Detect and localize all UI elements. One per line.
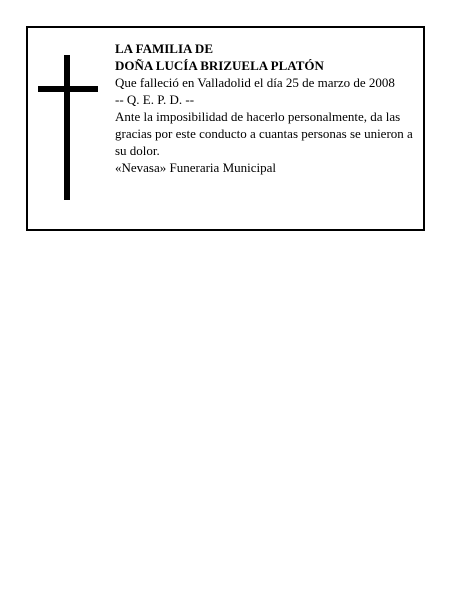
gratitude-message: Ante la imposibilidad de hacerlo personalmente, da las gracias por este conducto a cuantas personas se unieron a su dolor. [115, 109, 413, 158]
cross-vertical-bar [64, 55, 70, 200]
cross-horizontal-bar [38, 86, 98, 92]
notice-text [115, 40, 425, 176]
heading-deceased-name: DOÑA LUCÍA BRIZUELA PLATÓN [115, 58, 324, 73]
death-details: Que falleció en Valladolid el día 25 de marzo de 2008 [115, 75, 395, 90]
latin-cross-icon [38, 55, 98, 200]
funeral-home: «Nevasa» Funeraria Municipal [115, 160, 277, 175]
heading-family: LA FAMILIA DE [115, 41, 213, 56]
obituary-notice [26, 26, 425, 231]
rip-line: -- Q. E. P. D. -- [115, 92, 195, 107]
